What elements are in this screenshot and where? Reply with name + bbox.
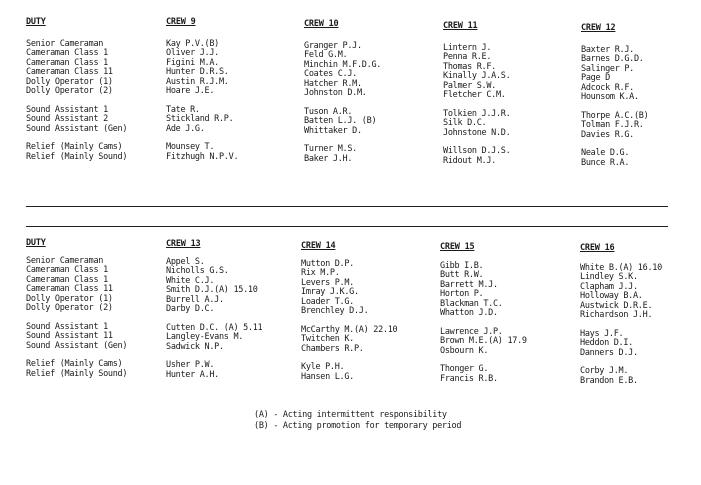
duty-item: Dolly Operator (1) — [26, 76, 113, 87]
crew-member: Ade J.G. — [166, 123, 205, 134]
crew-member: Hunter A.H. — [166, 369, 219, 380]
crew-member: Brown M.E.(A) 17.9 — [440, 336, 527, 347]
duty-item: Cameraman Class 1 — [26, 274, 108, 285]
crew-member: White B.(A) 16.10 — [580, 263, 662, 273]
crew-15-column — [440, 262, 527, 384]
crew-member: Neale D.G. — [581, 148, 630, 159]
crew-10-header: CREW 10 — [304, 19, 339, 29]
legend-note-b: (B) - Acting promotion for temporary period — [254, 420, 462, 431]
crew-member: Burrell A.J. — [166, 294, 224, 305]
crew-member: Salinger P. — [581, 63, 634, 74]
crew-member: Hatcher R.M. — [304, 78, 362, 89]
crew-14-column — [301, 260, 397, 382]
crew-11-header: CREW 11 — [443, 21, 478, 31]
crew-member: Bunce R.A. — [581, 157, 630, 168]
duty-item: Cameraman Class 11 — [26, 67, 113, 78]
crew-12-column — [581, 46, 648, 168]
crew-member: McCarthy M.(A) 22.10 — [301, 324, 398, 335]
crew-16-column — [580, 264, 662, 386]
crew-member: Smith D.J.(A) 15.10 — [166, 285, 258, 296]
crew-member: Willson D.J.S. — [443, 146, 511, 157]
crew-member: Mutton D.P. — [301, 259, 354, 269]
crew-member: Hunter D.R.S. — [166, 67, 229, 78]
duty-item: Dolly Operator (2) — [26, 302, 113, 313]
top-duty-column — [26, 40, 127, 162]
bottom-duty-column — [26, 257, 127, 379]
crew-member: Thomas R.F. — [443, 61, 496, 72]
crew-member: Darby D.C. — [166, 303, 215, 314]
duty-item: Relief (Mainly Sound) — [26, 368, 128, 379]
crew-member: Batten L.J. (B) — [304, 116, 377, 127]
crew-member: Corby J.M. — [580, 366, 629, 377]
crew-member: Clapham J.J. — [580, 281, 638, 292]
crew-13-header: CREW 13 — [166, 239, 201, 249]
duty-item: Cameraman Class 11 — [26, 284, 113, 295]
crew-member: Levers P.M. — [301, 277, 354, 288]
crew-9-header: CREW 9 — [166, 17, 196, 27]
duty-item: Relief (Mainly Cams) — [26, 142, 123, 153]
duty-item: Cameraman Class 1 — [26, 48, 108, 59]
crew-member: Barnes D.G.D. — [581, 54, 644, 65]
crew-member: Loader T.G. — [301, 296, 354, 307]
crew-member: Feld G.M. — [304, 50, 348, 61]
crew-member: Blackman T.C. — [440, 298, 503, 309]
crew-member: Rix M.P. — [301, 268, 340, 279]
crew-member: Minchin M.F.D.G. — [304, 59, 382, 70]
crew-member: Lindley S.K. — [580, 272, 638, 283]
duty-item: Sound Assistant 1 — [26, 321, 108, 332]
crew-member: Usher P.W. — [166, 360, 215, 371]
crew-member: Penna R.E. — [443, 52, 492, 63]
duty-item: Relief (Mainly Cams) — [26, 359, 123, 370]
crew-member: Adcock R.F. — [581, 82, 634, 93]
crew-member: Fitzhugh N.P.V. — [166, 151, 239, 162]
legend-note-a: (A) - Acting intermittent responsibility — [254, 410, 447, 420]
crew-member: Ridout M.J. — [443, 155, 496, 166]
duty-item: Sound Assistant 1 — [26, 104, 108, 115]
crew-member: Turner M.S. — [304, 144, 357, 155]
crew-member: Appel S. — [166, 257, 205, 267]
crew-member: Cutten D.C. (A) 5.11 — [166, 322, 263, 333]
crew-member: White C.J. — [166, 275, 215, 286]
crew-member: Whittaker D. — [304, 125, 362, 136]
crew-11-column — [443, 44, 510, 166]
crew-member: Tolkien J.J.R. — [443, 108, 511, 119]
duty-item: Sound Assistant 11 — [26, 331, 113, 342]
crew-member: Danners D.J. — [580, 347, 638, 358]
crew-member: Lintern J. — [443, 43, 492, 53]
crew-9-column — [166, 40, 238, 162]
crew-member: Barrett M.J. — [440, 279, 498, 290]
crew-member: Johnstone N.D. — [443, 127, 511, 138]
crew-member: Davies R.G. — [581, 129, 634, 140]
duty-item: Cameraman Class 1 — [26, 265, 108, 276]
crew-member: Kyle P.H. — [301, 362, 345, 373]
crew-member: Chambers R.P. — [301, 343, 364, 354]
divider-line — [26, 226, 668, 227]
crew-member: Johnston D.M. — [304, 87, 367, 98]
crew-member: Stickland R.P. — [166, 114, 234, 125]
crew-member: Austwick D.R.E. — [580, 300, 653, 311]
crew-member: Coates C.J. — [304, 69, 357, 80]
crew-member: Sadwick N.P. — [166, 341, 224, 352]
crew-member: Kay P.V.(B) — [166, 39, 219, 49]
crew-member: Silk D.C. — [443, 118, 487, 129]
crew-member: Hays J.F. — [580, 328, 624, 339]
crew-13-column — [166, 258, 262, 380]
crew-10-column — [304, 42, 381, 164]
crew-member: Hounsom K.A. — [581, 91, 639, 102]
crew-member: Palmer S.W. — [443, 80, 496, 91]
crew-member: Twitchen K. — [301, 334, 354, 345]
crew-12-header: CREW 12 — [581, 23, 616, 33]
crew-member: Thorpe A.C.(B) — [581, 110, 649, 121]
duty-item: Sound Assistant (Gen) — [26, 123, 128, 134]
crew-14-header: CREW 14 — [301, 241, 336, 251]
crew-member: Thonger G. — [440, 364, 489, 375]
crew-member: Granger P.J. — [304, 41, 362, 51]
duty-item: Dolly Operator (1) — [26, 293, 113, 304]
crew-member: Tate R. — [166, 104, 200, 115]
crew-member: Nicholls G.S. — [166, 266, 229, 277]
crew-member: Heddon D.I. — [580, 338, 633, 349]
crew-member: Richardson J.H. — [580, 309, 653, 320]
duty-item: Relief (Mainly Sound) — [26, 151, 128, 162]
crew-member: Fletcher C.M. — [443, 89, 506, 100]
crew-member: Francis R.B. — [440, 373, 498, 384]
crew-member: Mounsey T. — [166, 142, 215, 153]
crew-member: Baker J.H. — [304, 153, 353, 164]
top-duty-header: DUTY — [26, 17, 46, 27]
crew-member: Lawrence J.P. — [440, 326, 503, 337]
duty-item: Cameraman Class 1 — [26, 57, 108, 68]
crew-member: Horton P. — [440, 289, 484, 300]
bottom-duty-header: DUTY — [26, 238, 46, 248]
crew-member: Gibb I.B. — [440, 261, 484, 271]
crew-member: Page D — [581, 73, 610, 84]
crew-member: Hoare J.E. — [166, 85, 215, 96]
duty-item: Dolly Operator (2) — [26, 85, 113, 96]
duty-item: Senior Cameraman — [26, 39, 104, 49]
divider-line — [26, 206, 668, 207]
crew-member: Austin R.J.M. — [166, 76, 229, 87]
crew-member: Holloway B.A. — [580, 291, 643, 302]
crew-member: Oliver J.J. — [166, 48, 219, 59]
crew-member: Figini M.A. — [166, 57, 219, 68]
crew-member: Whatton J.D. — [440, 307, 498, 318]
crew-member: Butt R.W. — [440, 270, 484, 281]
crew-member: Brenchley D.J. — [301, 305, 369, 316]
crew-member: Tuson A.R. — [304, 106, 353, 117]
duty-item: Sound Assistant (Gen) — [26, 340, 128, 351]
crew-member: Brandon E.B. — [580, 375, 638, 386]
crew-member: Osbourn K. — [440, 345, 489, 356]
crew-member: Tolman F.J.R. — [581, 120, 644, 131]
crew-member: Baxter R.J. — [581, 45, 634, 55]
crew-16-header: CREW 16 — [580, 243, 615, 253]
crew-15-header: CREW 15 — [440, 242, 475, 252]
crew-member: Hansen L.G. — [301, 371, 354, 382]
legend-notes — [254, 410, 461, 431]
duty-item: Senior Cameraman — [26, 256, 104, 266]
crew-member: Kinally J.A.S. — [443, 71, 511, 82]
duty-item: Sound Assistant 2 — [26, 114, 108, 125]
crew-member: Imray J.K.G. — [301, 287, 359, 298]
crew-member: Langley-Evans M. — [166, 332, 244, 343]
